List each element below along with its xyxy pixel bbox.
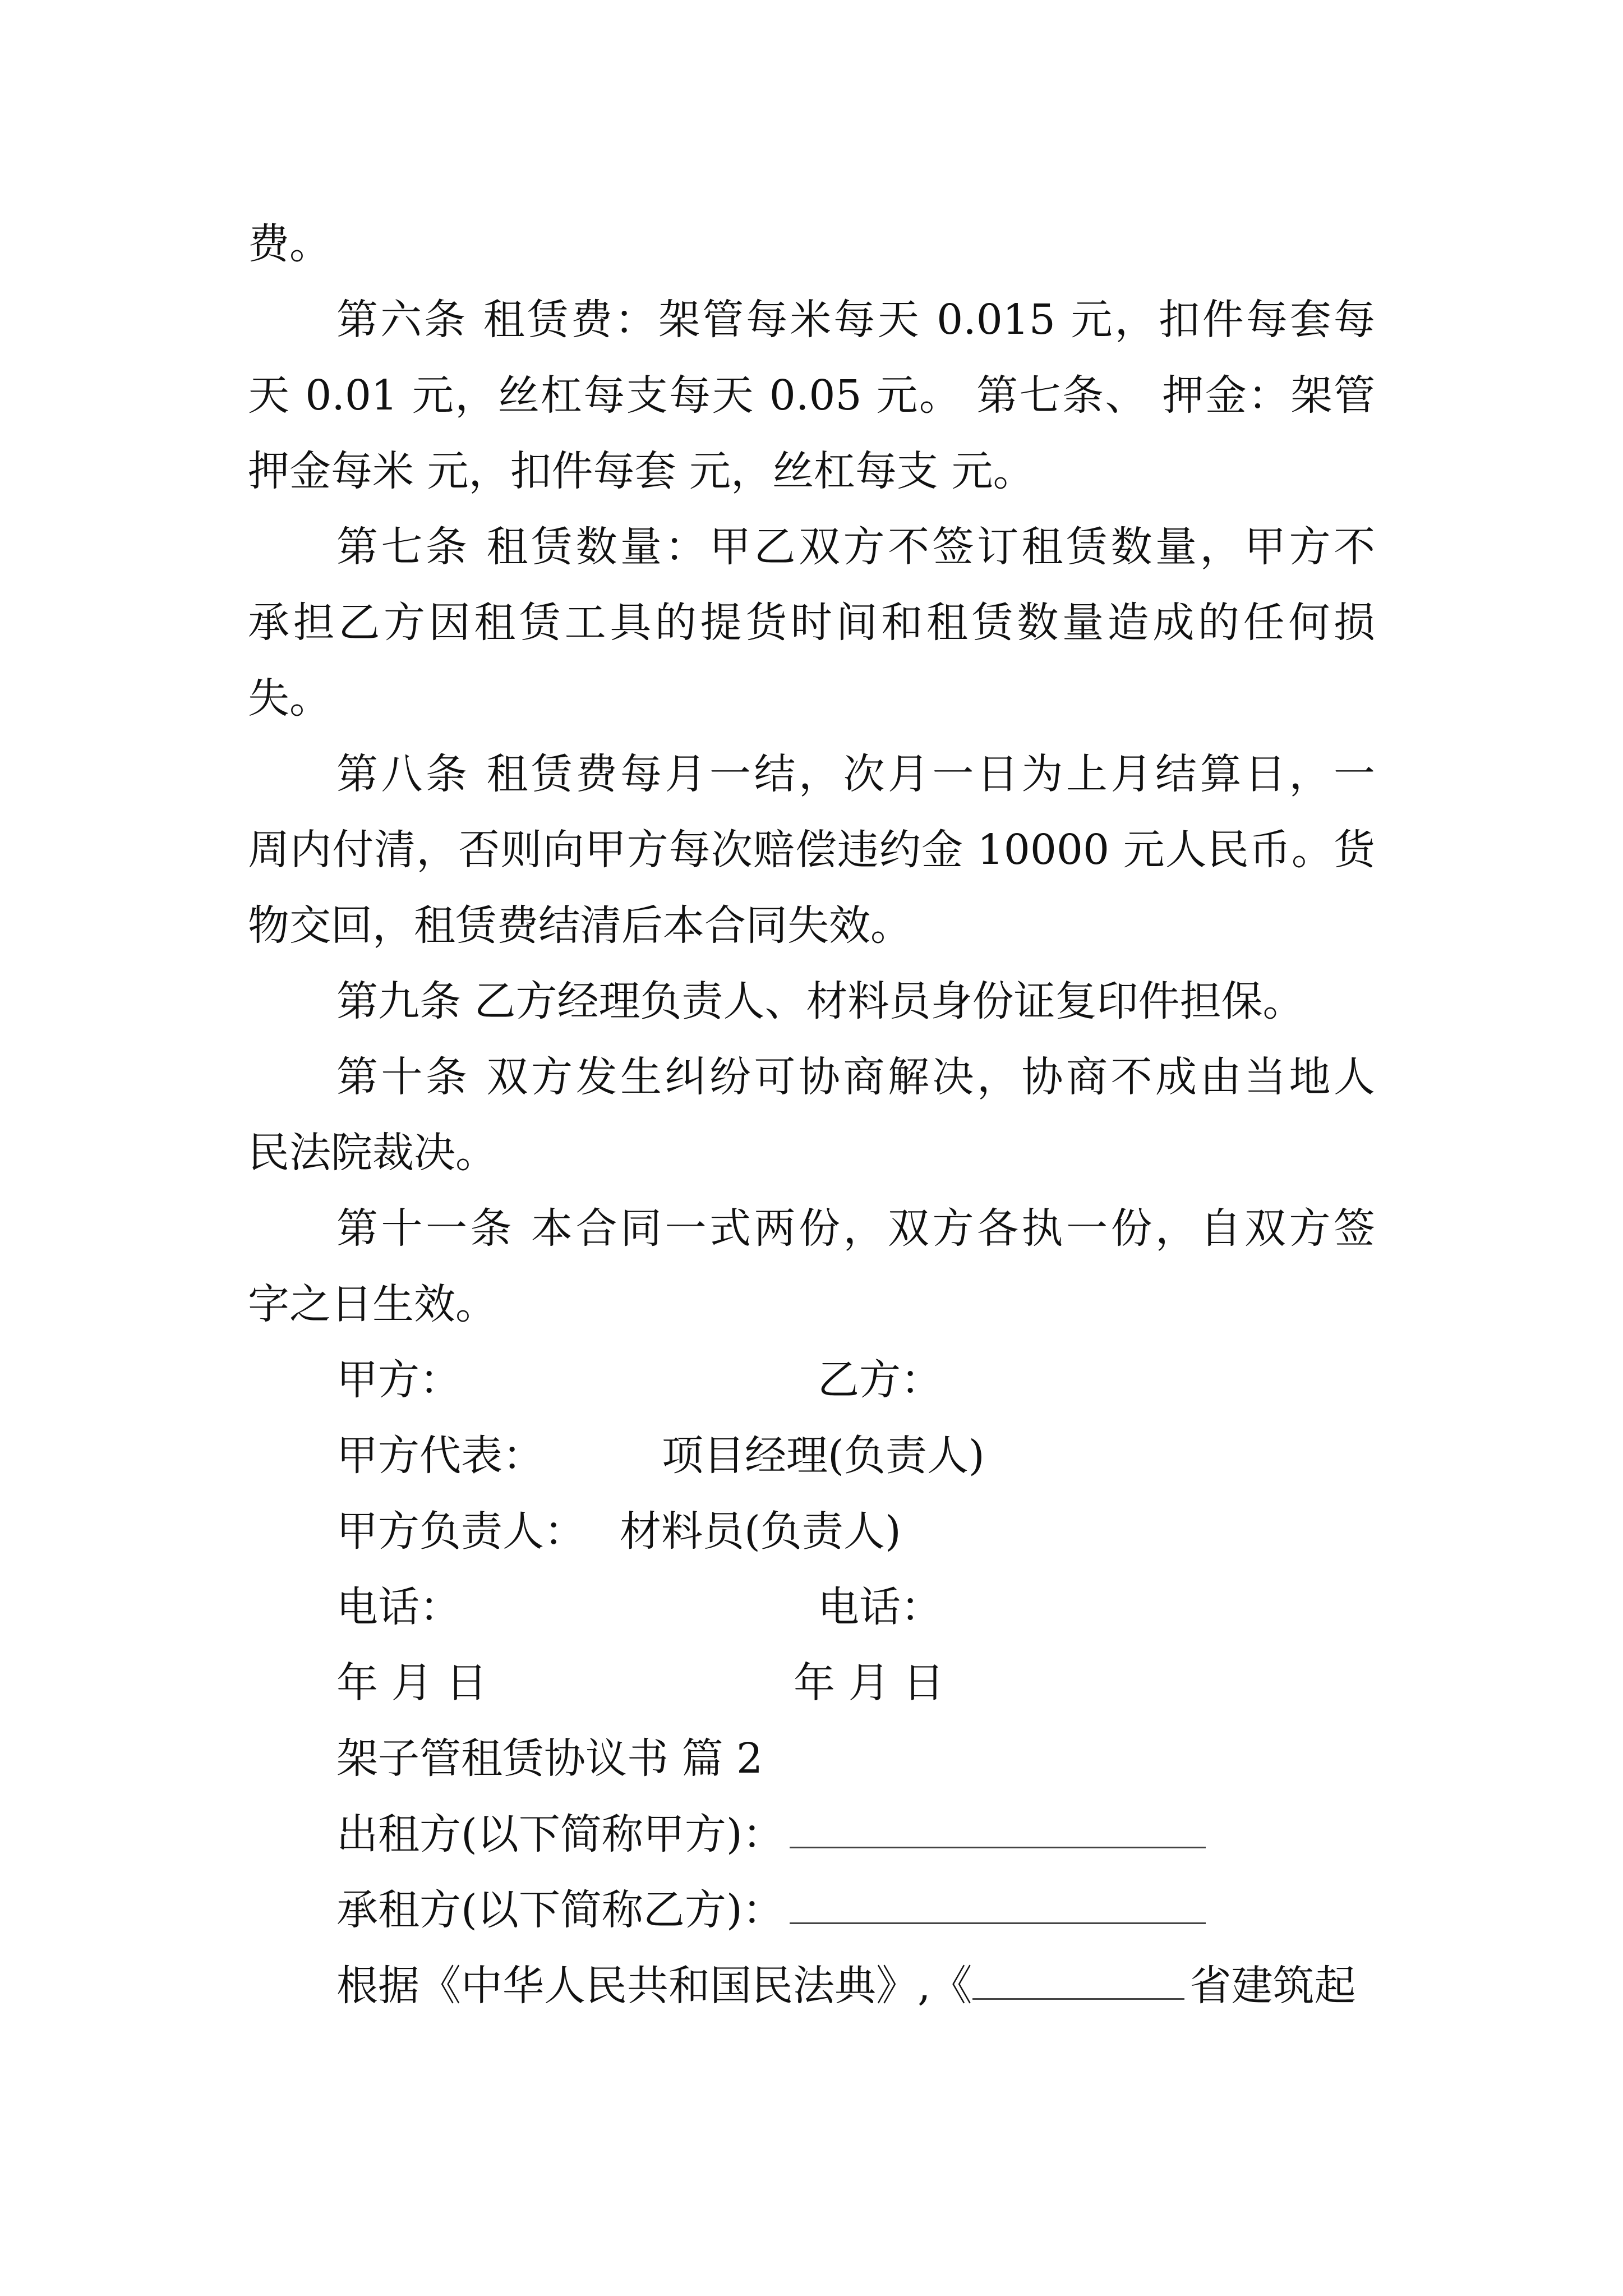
basis-end-text: 省建筑起: [1189, 1962, 1356, 2010]
article-7-line-3: 失。: [248, 674, 331, 723]
lessor-line: [336, 1806, 1206, 1862]
lessor-label: 出租方(以下简称甲方)：: [336, 1810, 784, 1858]
article-7-line-1: 第七条 租赁数量：甲乙双方不签订租赁数量，甲方不: [336, 523, 1375, 571]
article-11-line-1: 第十一条 本合同一式两份，双方各执一份，自双方签: [336, 1204, 1375, 1253]
party-a-date: 年 月 日: [336, 1659, 488, 1707]
article-6-line-1: 第六条 租赁费：架管每米每天 0.015 元，扣件每套每: [336, 296, 1375, 344]
lessee-line: [336, 1882, 1206, 1938]
party-b-label: 乙方：: [818, 1356, 942, 1404]
article-7-line-2: 承担乙方因租赁工具的提货时间和租赁数量造成的任何损: [248, 599, 1375, 647]
party-b-date: 年 月 日: [794, 1659, 945, 1707]
party-a-phone-label: 电话：: [336, 1583, 461, 1631]
party-b-phone-label: 电话：: [818, 1583, 942, 1631]
lessee-label: 承租方(以下简称乙方)：: [336, 1886, 784, 1934]
lessee-blank-field[interactable]: [790, 1883, 1206, 1924]
agreement-2-title: 架子管租赁协议书 篇 2: [336, 1734, 763, 1783]
basis-line: [336, 1958, 1356, 2014]
article-10-line-1: 第十条 双方发生纠纷可协商解决，协商不成由当地人: [336, 1053, 1375, 1101]
article-8-line-3: 物交回，租赁费结清后本合同失效。: [248, 901, 912, 950]
article-9-line-1: 第九条 乙方经理负责人、材料员身份证复印件担保。: [336, 977, 1304, 1025]
party-a-representative-label: 甲方代表：: [336, 1432, 544, 1480]
lessor-blank-field[interactable]: [790, 1807, 1206, 1848]
article-8-line-2: 周内付清，否则向甲方每次赔偿违约金 10000 元人民币。货: [248, 826, 1375, 874]
article-8-line-1: 第八条 租赁费每月一结，次月一日为上月结算日，一: [336, 750, 1375, 798]
article-6-line-2: 天 0.01 元，丝杠每支每天 0.05 元。 第七条、 押金：架管: [248, 371, 1375, 420]
article-11-line-2: 字之日生效。: [248, 1280, 497, 1328]
party-a-label: 甲方：: [336, 1356, 461, 1404]
material-clerk-label: 材料员(负责人): [620, 1507, 901, 1556]
party-a-head-label: 甲方负责人：: [336, 1507, 585, 1556]
article-10-line-2: 民法院裁决。: [248, 1129, 497, 1177]
basis-start-text: 根据《中华人民共和国民法典》,《: [336, 1962, 972, 2010]
province-blank-field[interactable]: [972, 1959, 1184, 2000]
article-6-line-3: 押金每米 元，扣件每套 元，丝杠每支 元。: [248, 447, 1035, 495]
text-line-fee-end: 费。: [248, 220, 331, 268]
project-manager-label: 项目经理(负责人): [662, 1432, 985, 1480]
